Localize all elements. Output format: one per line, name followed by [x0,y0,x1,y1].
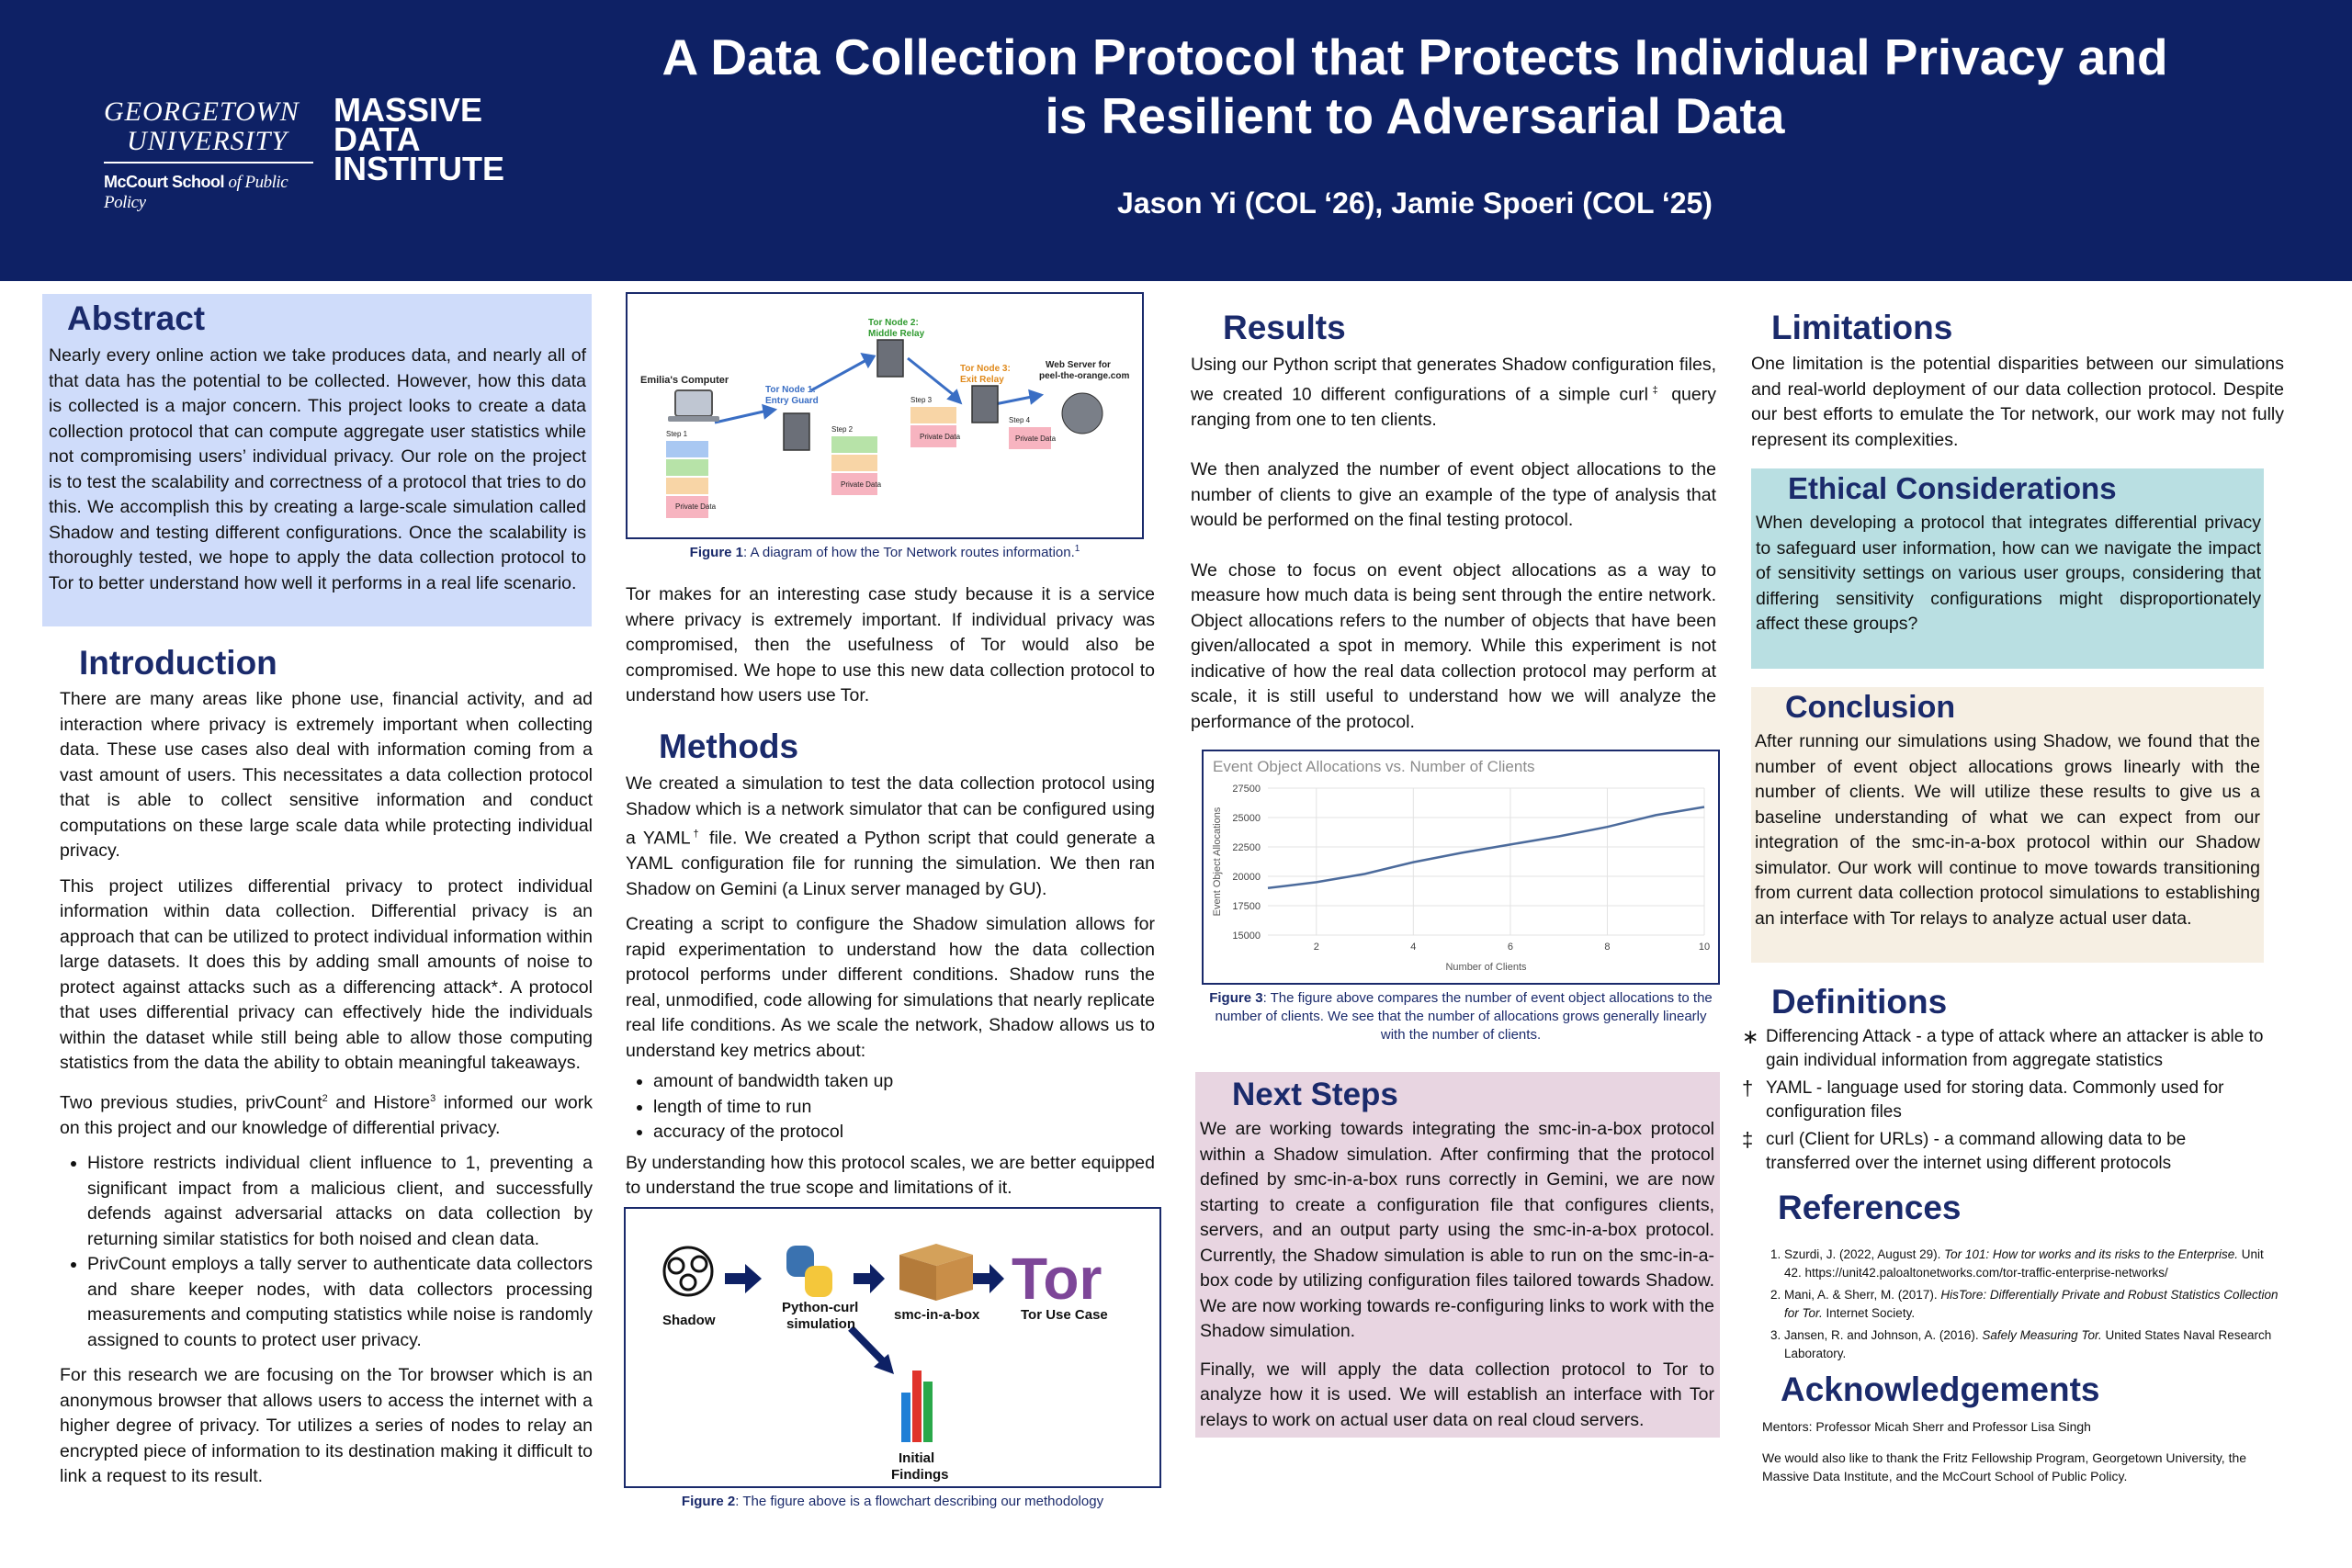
poster-title: A Data Collection Protocol that Protects Individual Privacy and is Resilient to Adversarial Data [662,28,2168,144]
figure-2-flowchart [624,1207,1161,1488]
svg-text:smc-in-a-box: smc-in-a-box [894,1307,980,1323]
conclusion-body: After running our simulations using Shadow, we found that the number of event object allocations grows linearly with the number of clients. We will utilize these results to give us a baseline understanding of what we can expect from our integration of the smc-in-a-box protocol within our Shadow simulator. Our work will continue to move towards transitioning from current data collection protocol simulations to establishing an interface with Tor relays to analyze actual user data. [1755,731,2260,929]
references-list [1755,1246,2278,1367]
list-item: • amount of bandwidth taken up [653,1069,1155,1095]
svg-text:Exit Relay: Exit Relay [960,375,1004,385]
chart-x-tick-label: 8 [1604,942,1611,953]
server-icon [877,340,903,377]
acknowledgements-body [1762,1417,2277,1485]
line-chart [1204,751,1718,983]
laptop-icon [668,390,719,422]
svg-text:Step 4: Step 4 [1009,416,1031,424]
ethics-heading: Ethical Considerations [1788,471,2117,505]
tor-logo-icon [1012,1246,1102,1312]
svg-text:Tor Node 2:: Tor Node 2: [868,318,919,328]
web-server-icon [1062,393,1102,434]
chart-y-axis-label: Event Object Allocations [1212,807,1223,917]
chart-x-axis-label: Number of Clients [1445,962,1527,973]
figure-1-caption: Figure 1: A diagram of how the Tor Network routes information.$^1$ [689,544,1080,560]
box-icon [899,1244,973,1301]
results-paragraph-1: Using our Python script that generates Shadow configuration files, we created 10 different configurations of a simple curl‡ query ranging from one to ten clients. [1191,355,1716,430]
abstract-heading: Abstract [67,299,206,337]
list-item: ‡ curl (Client for URLs) - a command allowing data to be transferred over the internet using different protocols [1742,1128,2187,1173]
svg-text:Tor Node 1:: Tor Node 1: [765,385,816,395]
svg-text:Findings: Findings [891,1467,949,1483]
shadow-icon [664,1247,712,1295]
server-icon [972,386,998,423]
mdi-logo: MASSIVE DATA INSTITUTE [334,91,504,187]
chart-y-tick-label: 15000 [1232,931,1261,942]
limitations-body: One limitation is the potential disparities between our simulations and real-world deployment of our data collection protocol. Despite our best efforts to emulate the Tor network, our work may not fully represent its complexities. [1751,354,2284,450]
intro-paragraph-1: There are many areas like phone use, financial activity, and ad interaction where privacy is extremely important when collecting data. These use cases also deal with information coming from a vast amount of users. This necessitates a data collection protocol that is able to collect sensitive information and conduct computations on these large scale data while protecting individual privacy. [60,689,593,861]
list-item: 3. Jansen, R. and Johnson, A. (2016). Safely Measuring Tor. United States Naval Research Laboratory. [1784,1326,2278,1363]
svg-text:Private Data: Private Data [1015,434,1057,443]
list-item: • accuracy of the protocol [653,1120,1155,1145]
intro-paragraph-4: For this research we are focusing on the Tor browser which is an anonymous browser that allows users to access the internet with a higher degree of privacy. Tor utilizes a series of nodes to relay an encrypted piece of information to its destination making it difficult to link a request to its result. [60,1365,593,1486]
list-item: † YAML - language used for storing data. Commonly used for configuration files [1742,1077,2224,1122]
results-body [1191,353,1716,745]
conclusion-heading: Conclusion [1785,690,1956,725]
intro-paragraph-2: This project utilizes differential privacy to protect individual information within data collection. Differential privacy is an approach that can be utilized to protect individual information within large datasets. It does this by adding small amounts of noise to protect against attacks such as a differencing attack*. A protocol that uses differential privacy can effectively hide the individuals within the dataset while still being able to allow those computing statistics from the data the ability to obtain meaningful takeaways. [60,875,593,1073]
methods-paragraph-3: By understanding how this protocol scales, we are better equipped to understand the true scope and limitations of it. [626,1152,1155,1198]
list-item: ∗ Differencing Attack - a type of attack where an attacker is able to gain individual information from aggregate statistics [1742,1025,2264,1070]
server-icon [784,413,809,450]
next-steps-paragraph-2: Finally, we will apply the data collection protocol to Tor to analyze how it is used. We will establish an interface with Tor relays to work on actual user data on real cloud servers. [1200,1359,1714,1430]
list-item: • length of time to run [653,1095,1155,1121]
svg-text:Private Data: Private Data [841,480,882,489]
chart-x-tick-label: 6 [1507,942,1513,953]
svg-text:peel-the-orange.com: peel-the-orange.com [1039,371,1130,381]
chart-y-tick-label: 22500 [1232,842,1261,853]
chart-y-tick-label: 20000 [1232,872,1261,883]
mentors-text: Mentors: Professor Micah Sherr and Professor Lisa Singh [1762,1419,2091,1434]
python-icon [786,1246,832,1297]
svg-text:Initial: Initial [899,1450,935,1466]
svg-text:Private Data: Private Data [920,433,961,441]
references-heading: References [1778,1189,1962,1226]
definitions-list [1742,1025,2275,1179]
methods-bullet-list [626,1069,1155,1145]
georgetown-logo: GEORGETOWN UNIVERSITY McCourt School of Public Policy [104,97,315,213]
next-steps-heading: Next Steps [1232,1077,1398,1112]
svg-text:Entry Guard: Entry Guard [765,396,819,406]
chart-y-tick-label: 25000 [1232,813,1261,824]
definitions-heading: Definitions [1771,983,1948,1021]
limitations-heading: Limitations [1771,309,1953,346]
ethics-body: When developing a protocol that integrates differential privacy to safeguard user information, how can we navigate the impact of sensitivity settings on various user groups, considering that differing sensitivity configurations might disproportionately affect these groups? [1756,513,2261,634]
chart-x-tick-label: 10 [1698,942,1711,953]
results-heading: Results [1223,309,1346,346]
svg-text:Tor: Tor [1012,1246,1102,1312]
svg-text:Web Server for: Web Server for [1046,360,1111,370]
svg-text:Shadow: Shadow [662,1313,716,1328]
methods-body [626,772,1155,1212]
results-paragraph-2: We then analyzed the number of event object allocations to the number of clients to give an example of the type of analysis that would be performed on the final testing protocol. [1191,459,1716,530]
list-item: 2. Mani, A. & Sherr, M. (2017). HisTore: Differentially Private and Robust Statistics Collection for Tor. Internet Society. [1784,1286,2278,1323]
introduction-body [60,687,593,1500]
methods-heading: Methods [659,728,799,765]
figure-2-caption: Figure 2: The figure above is a flowchart describing our methodology [681,1494,1104,1509]
poster-authors: Jason Yi (COL ‘26), Jamie Spoeri (COL ‘25) [1117,186,1713,220]
chart-title: Event Object Allocations vs. Number of Clients [1213,758,1535,775]
svg-text:Python-curl: Python-curl [782,1300,859,1315]
svg-text:Tor Node 3:: Tor Node 3: [960,364,1011,374]
svg-text:Middle Relay: Middle Relay [868,329,925,339]
list-item: 1. Szurdi, J. (2022, August 29). Tor 101: How tor works and its risks to the Enterprise. Unit 42. https://unit42.paloaltonetworks.com/tor-traffic-enterprise-networks/ [1784,1246,2278,1282]
acknowledgements-heading: Acknowledgements [1781,1371,2100,1408]
chart-y-tick-label: 27500 [1232,784,1261,795]
chart-x-tick-label: 2 [1313,942,1319,953]
thanks-text: We would also like to thank the Fritz Fellowship Program, Georgetown University, the Massive Data Institute, and the McCourt School of Public Policy. [1762,1450,2247,1483]
intro-paragraph-3: Two previous studies, privCount$^2$ and Histore$^3$ informed our work on this project and our knowledge of differential privacy. [60,1092,593,1138]
svg-text:Step 2: Step 2 [831,425,854,434]
next-steps-paragraph-1: We are working towards integrating the smc-in-a-box protocol within a Shadow simulation. After confirming that the protocol defined by smc-in-a-box runs correctly in Gemini, we are now starting to create a configuration file that configures clients, servers, and an output party using the smc-in-a-box protocol. Currently, the Shadow simulation is able to run on the smc-in-a-box code by utilizing configuration files tailored towards Shadow. We are now working towards re-configuring links to work with the Shadow simulation. [1200,1119,1714,1341]
svg-text:simulation: simulation [786,1316,856,1332]
list-item: • Histore restricts individual client influence to 1, preventing a significant impact from a malicious client, and successfully defends against adversarial attacks on data collection by returning similar statistics for both noised and clean data. [87,1151,593,1252]
methods-paragraph-2: Creating a script to configure the Shadow simulation allows for rapid experimentation to understand how the data collection protocol performs under different conditions. Shadow runs the real, unmodified, code allowing for simulations that nearly replicate real life conditions. As we scale the network, Shadow allows us to understand key metrics about: [626,914,1155,1061]
introduction-heading: Introduction [79,644,277,682]
next-steps-body [1200,1117,1714,1443]
svg-text:Tor Use Case: Tor Use Case [1021,1307,1108,1323]
svg-text:Step 1: Step 1 [666,430,688,438]
svg-text:Private Data: Private Data [675,502,717,511]
chart-y-tick-label: 17500 [1232,901,1261,912]
intro-bullet-list [60,1151,593,1353]
svg-text:Emilia's Computer: Emilia's Computer [640,375,729,386]
figure-3-chart [1202,750,1720,985]
figure-3-caption: Figure 3: The figure above compares the number of event object allocations to the number of clients. We see that the number of allocations grows generally linearly with the number of clients. [1209,990,1713,1043]
abstract-body: Nearly every online action we take produces data, and nearly all of that data has the potential to be collected. However, how this data is collected is a major concern. This project looks to create a data collection protocol that can compute aggregate user statistics while not compromising users’ individual privacy. Our role on the project is to test the scalability and correctness of a protocol that tries to do this. We accomplish this by creating a large-scale simulation called Shadow and testing different configurations. Once the scalability is thoroughly tested, we hope to apply the data collection protocol to Tor to better understand how well it performs in a real life scenario. [49,345,586,593]
list-item: • PrivCount employs a tally server to authenticate data collectors and share keeper nodes, with data collectors processing measurements and computing statistics while noise is randomly assigned to counts to protect user privacy. [87,1252,593,1353]
methods-paragraph-1: We created a simulation to test the data collection protocol using Shadow which is a network simulator that can be configured using a YAML† file. We created a Python script that could generate a YAML configuration file for running the simulation. We then ran Shadow on Gemini (a Linux server managed by GU). [626,773,1155,899]
svg-text:Step 3: Step 3 [910,396,933,404]
tor-paragraph: Tor makes for an interesting case study because it is a service where privacy is extremely important. If individual privacy was compromised, then the usefulness of Tor would also be compromised. We hope to use this new data collection protocol to understand how users use Tor. [626,584,1155,705]
results-paragraph-3: We chose to focus on event object allocations as a way to measure how much data is being sent through the entire network. Object allocations refers to the number of objects that have been given/allocated a spot in memory. While this experiment is not indicative of how the real data collection protocol may perform at scale, it is still useful to understand how we will analyze the performance of the protocol. [1191,559,1716,732]
figure-1-tor-diagram [626,292,1144,539]
chart-x-tick-label: 4 [1410,942,1417,953]
bar-chart-icon [901,1371,933,1442]
